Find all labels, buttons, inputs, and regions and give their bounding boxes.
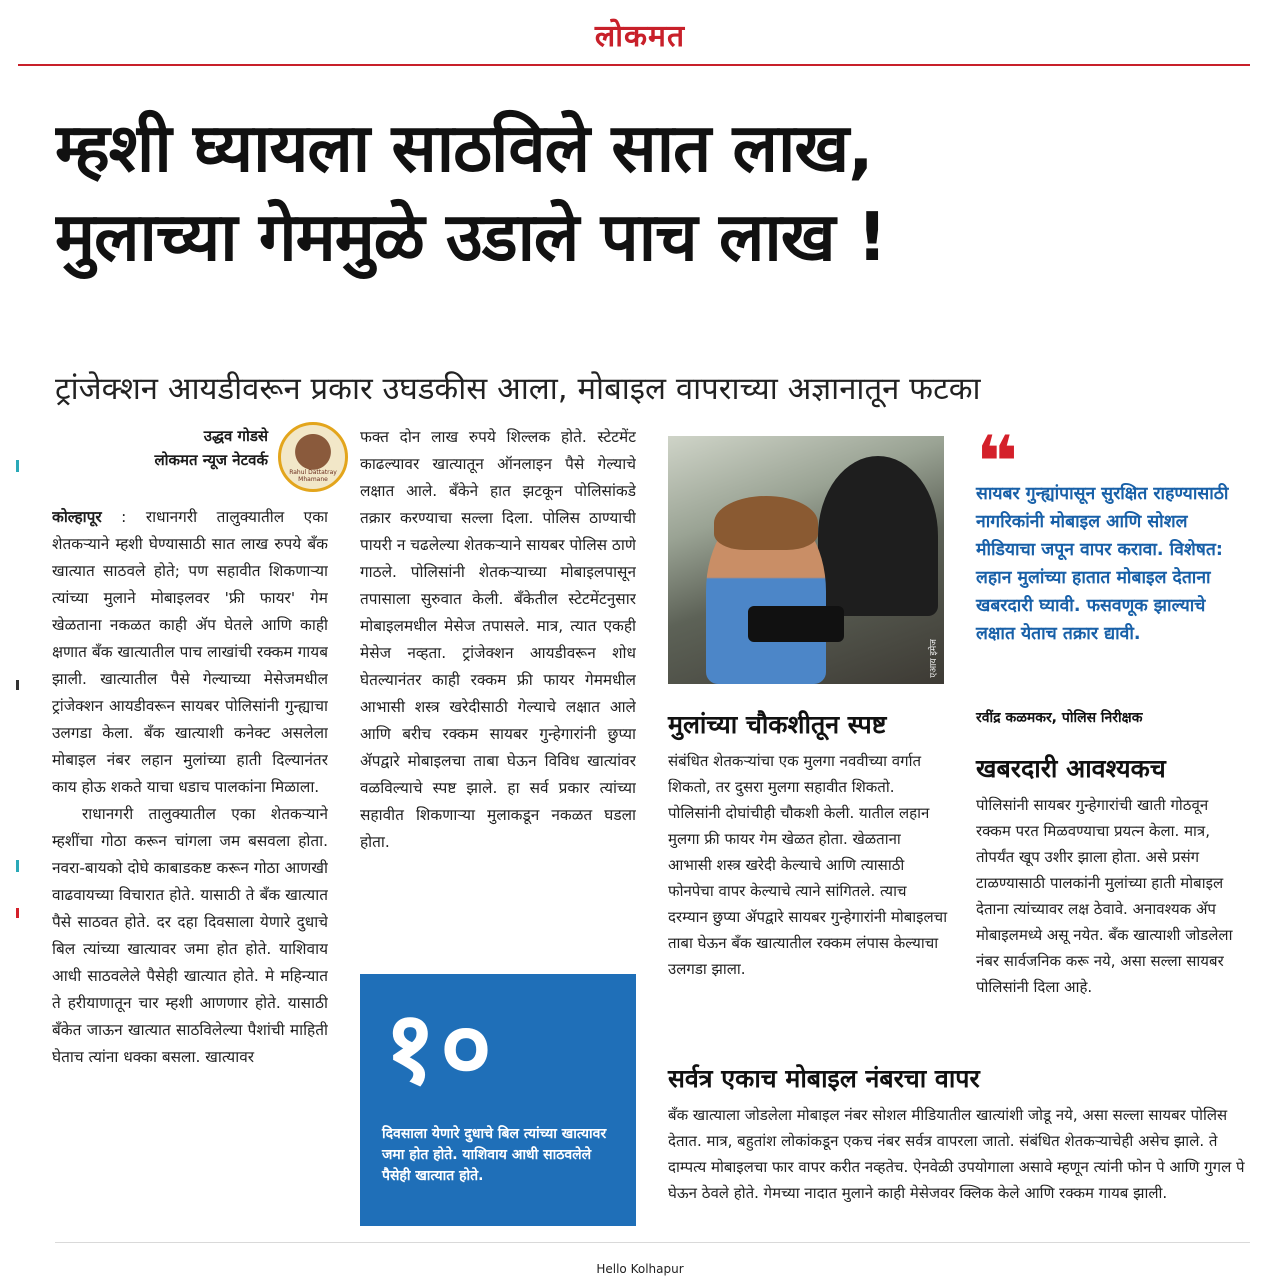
headline-line-2: मुलाच्या गेममुळे उडाले पाच लाख ! — [55, 198, 887, 276]
article-paragraph-3: फक्त दोन लाख रुपये शिल्लक होते. स्टेटमेंट काढल्यावर खात्यातून ऑनलाइन पैसे गेल्याचे लक्षात आले. बँकेने हात झटकून पोलिसांकडे तक्रार करण्याचा सल्ला दिला. पोलिस ठाण्याची पायरी न चढलेल्या शेतकऱ्याने सायबर पोलिस ठाणे गाठले. पोलिसांनी शेतकऱ्याच्या मोबाइलपासून तपासाला सुरुवात केली. बँकेतील स्टेटमेंटनुसार मोबाइलमधील मेसेज तपासले. मात्र, त्यात एकही मेसेज नव्हता. ट्रांजेक्शन आयडीवरून शोध घेतल्यानंतर काही रक्कम फ्री फायर गेममधील आभासी शस्त्र खरेदीसाठी गेल्याचे लक्षात आले आणि बरीच रक्कम सायबर गुन्हेगारांनी छुप्या ॲपद्वारे मोबाइलचा ताबा घेऊन विविध खात्यांवर वळविल्याचे स्पष्ट झाले. हा सर्व प्रकार त्यांच्या सहावीत शिकणाऱ्या मुलाकडून नकळत घडला होता. — [360, 428, 636, 851]
sidebar-heading-mobile-number: सर्वत्र एकाच मोबाइल नंबरचा वापर — [668, 1064, 980, 1093]
headline — [55, 104, 1250, 282]
photo-phone — [748, 606, 844, 642]
footer-divider — [55, 1242, 1250, 1243]
sidebar-body-mobile-number: बँक खात्याला जोडलेला मोबाइल नंबर सोशल मीडियातील खात्यांशी जोडू नये, असा सल्ला सायबर पोलिस देतात. मात्र, बहुतांश लोकांकडून एकच नंबर सर्वत्र वापरला जातो. संबंधित शेतकऱ्याचेही असेच झाले. ते दाम्पत्य मोबाइलचा फार वापर करीत नव्हतेच. ऐनवेळी उपयोगाला असावे म्हणून त्यांनी फोन पे आणि गुगल पे घेऊन ठेवले होते. गेमच्या नादात मुलाने काही मेसेजवर क्लिक केले आणि रक्कम गायब झाली. — [668, 1106, 1245, 1202]
sidebar-heading-interrogation: मुलांच्या चौकशीतून स्पष्ट — [668, 710, 887, 739]
article-photo — [668, 436, 944, 684]
sidebar-body-caution: पोलिसांनी सायबर गुन्हेगारांची खाती गोठवून रक्कम परत मिळवण्याचा प्रयत्न केला. मात्र, तोपर्यंत खूप उशीर झाला होता. असे प्रसंग टाळण्यासाठी पालकांनी मुलांच्या हाती मोबाइल देताना त्यांच्यावर लक्ष ठेवावे. अनावश्यक ॲप मोबाइलमध्ये असू नयेत. बँक खात्याशी जोडलेला नंबर सार्वजनिक करू नये, असा सल्ला सायबर पोलिसांनी दिला आहे. — [976, 796, 1233, 996]
avatar-caption: Rahul Dattatray Mhamane — [289, 469, 337, 483]
fact-text: दिवसाला येणारे दुधाचे बिल त्यांच्या खात्यावर जमा होत होते. याशिवाय आधी साठवलेले पैसेही खात्यात होते. — [382, 1126, 607, 1184]
margin-mark — [16, 460, 19, 472]
subheadline: ट्रांजेक्शन आयडीवरून प्रकार उघडकीस आला, मोबाइल वापराच्या अज्ञानातून फटका — [55, 371, 981, 407]
sidebar-body-interrogation: संबंधित शेतकऱ्यांचा एक मुलगा नववीच्या वर्गात शिकतो, तर दुसरा मुलगा सहावीत शिकतो. पोलिसांनी दोघांचीही चौकशी केली. यातील लहान मुलगा फ्री फायर गेम खेळत होता. खेळताना आभासी शस्त्र खरेदी केल्याचे आणि त्यासाठी फोनपेचा वापर केल्याचे त्याने सांगितले. त्याच दरम्यान छुप्या ॲपद्वारे सायबर गुन्हेगारांनी मोबाइलचा ताबा घेऊन बँक खात्यातील रक्कम लंपास केल्याचा उलगडा झाला. — [668, 752, 948, 978]
footer-text: Hello Kolhapur — [596, 1262, 684, 1276]
fact-box — [360, 974, 636, 1226]
photo-boy-hair — [714, 496, 818, 550]
photo-hacker-figure — [818, 456, 938, 616]
byline-author: उद्धव गोडसे — [203, 427, 268, 445]
photo-credit: एआय इमेज — [929, 639, 939, 678]
margin-mark — [16, 908, 19, 918]
masthead-logo: लोकमत — [594, 19, 686, 54]
author-avatar — [278, 422, 348, 492]
sidebar-heading-caution: खबरदारी आवश्यकच — [976, 754, 1166, 783]
headline-line-1: म्हशी घ्यायला साठविले सात लाख, — [55, 109, 873, 187]
pull-quote: सायबर गुन्ह्यांपासून सुरक्षित राहण्यासाठी नागरिकांनी मोबाइल आणि सोशल मीडियाचा जपून वापर करावा. विशेषत: लहान मुलांच्या हातात मोबाइल देताना खबरदारी घ्यावी. फसवणूक झाल्याचे लक्षात येताच तक्रार द्यावी. — [976, 484, 1229, 644]
masthead-divider — [18, 64, 1250, 66]
quote-mark-icon: ❝ — [976, 420, 1019, 504]
quote-attribution: रवींद्र कळमकर, पोलिस निरीक्षक — [976, 710, 1143, 726]
article-column-1 — [52, 504, 328, 1228]
byline — [110, 424, 268, 472]
article-paragraph-2: राधानगरी तालुक्यातील एका शेतकऱ्याने म्हशींचा गोठा करून चांगला जम बसवला होता. नवरा-बायको दोघे काबाडकष्ट करून गोठा आणखी वाढवायच्या विचारात होते. यासाठी ते बँक खात्यात पैसे साठवत होते. दर दहा दिवसाला येणारे दुधाचे बिल त्यांच्या खात्यावर जमा होत होते. याशिवाय आधी साठवलेले पैसेही खात्यात होते. मे महिन्यात ते हरीयाणातून चार म्हशी आणणार होते. यासाठी बँकेत जाऊन खात्यात साठविलेल्या पैशांची माहिती घेताच त्यांना धक्का बसला. खात्यावर — [52, 805, 328, 1066]
dateline-place: कोल्हापूर — [52, 508, 102, 526]
fact-number: १० — [384, 989, 496, 1106]
article-paragraph-1: : राधानगरी तालुक्यातील एका शेतकऱ्याने म्हशी घेण्यासाठी सात लाख रुपये बँक खात्यात साठवले होते; पण सहावीत शिकणाऱ्या त्यांच्या मुलाने मोबाइलवर 'फ्री फायर' गेम खेळताना नकळत काही ॲप घेतले आणि काही क्षणात बँक खात्यातील पाच लाखांची रक्कम गायब झाली. खात्यातील पैसे गेल्याच्या मेसेजमधील ट्रांजेक्शन आयडीवरून सायबर पोलिसांनी गुन्ह्याचा उलगडा केला. बँक खात्याशी कनेक्ट असलेला मोबाइल नंबर लहान मुलांच्या हाती दिल्यानंतर काय होऊ शकते याचा धडाच पालकांना मिळाला. — [52, 508, 328, 796]
margin-mark — [16, 680, 19, 690]
article-column-2 — [360, 424, 636, 964]
margin-mark — [16, 860, 19, 872]
byline-agency: लोकमत न्यूज नेटवर्क — [154, 451, 268, 469]
